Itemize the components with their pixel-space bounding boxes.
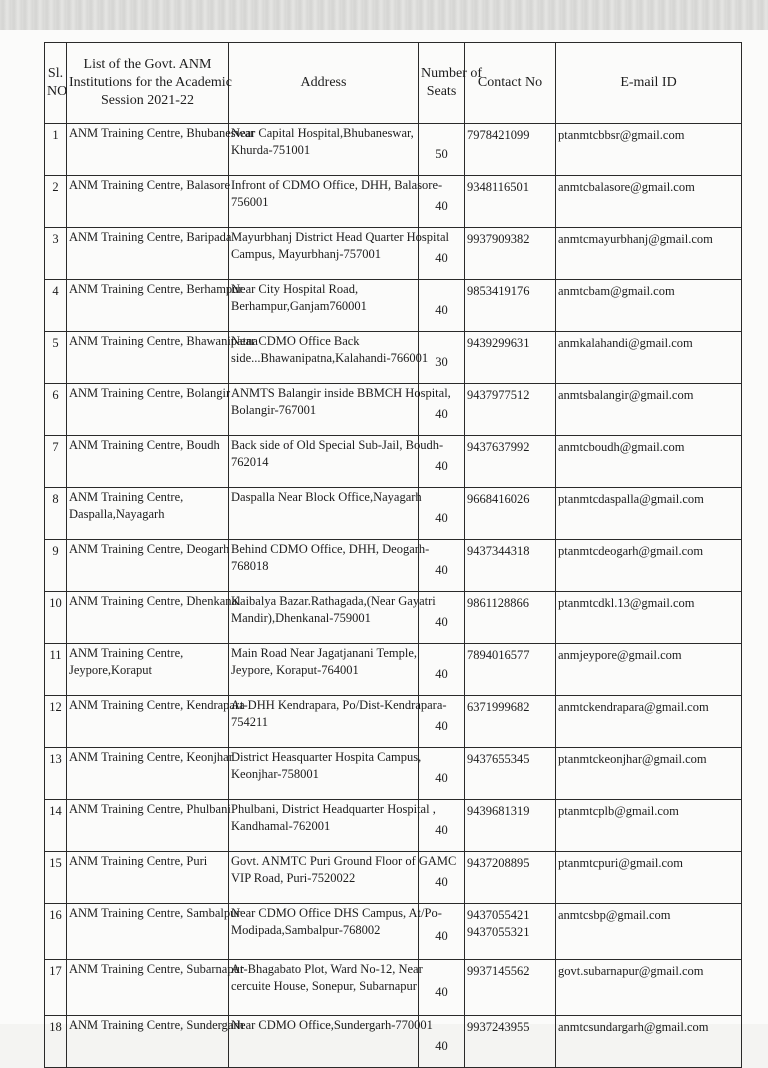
cell-contact [465,176,556,228]
cell-seats: 40 [419,800,465,852]
cell-institution [67,488,229,540]
cell-institution [67,852,229,904]
address-line: 762014 [231,455,269,469]
table-row [45,124,742,176]
cell-email: ptanmtcdkl.13@gmail.com [556,592,742,644]
address-line: At-DHH Kendrapara, Po/Dist-Kendrapara- [231,698,447,712]
cell-sl: 2 [45,176,67,228]
cell-email: anmtcboudh@gmail.com [556,436,742,488]
cell-address [229,800,436,852]
cell-email: ptanmtcpuri@gmail.com [556,852,742,904]
table-body [45,124,742,1068]
cell-institution [67,228,232,280]
cell-sl: 10 [45,592,67,644]
table-row [45,748,742,800]
cell-address [229,332,429,384]
header-contact: Contact No [465,43,556,124]
cell-seats: 40 [419,228,465,280]
name-line: ANM Training Centre, Keonjhar [69,750,233,764]
address-line: Near CDMO Office,Sundergarh-770001 [231,1018,433,1032]
cell-email: govt.subarnapur@gmail.com [556,960,742,1016]
table-row [45,904,742,960]
table-row [45,384,742,436]
cell-seats: 40 [419,960,465,1016]
address-line: 756001 [231,195,269,209]
cell-address [229,1016,433,1068]
cell-contact [465,852,556,904]
header-institution: List of the Govt. ANM Institutions for the Academic Session 2021-22 [67,43,229,124]
cell-seats: 40 [419,852,465,904]
cell-institution [67,540,229,592]
name-line: ANM Training Centre, [69,646,184,660]
cell-institution [67,644,229,696]
name-line: ANM Training Centre, Sundergarh [69,1018,244,1032]
cell-contact [465,384,556,436]
cell-contact [465,488,556,540]
contact-line: 9437637992 [467,440,530,454]
address-line: ANMTS Balangir inside BBMCH Hospital, [231,386,451,400]
cell-institution [67,1016,244,1068]
cell-email: ptanmtcplb@gmail.com [556,800,742,852]
contact-line: 9853419176 [467,284,530,298]
cell-seats: 40 [419,384,465,436]
cell-sl: 4 [45,280,67,332]
cell-contact [465,228,556,280]
address-line: Keonjhar-758001 [231,767,319,781]
address-line: Mayurbhanj District Head Quarter Hospital [231,230,449,244]
cell-contact [465,696,556,748]
cell-sl: 18 [45,1016,67,1068]
address-line: Berhampur,Ganjam760001 [231,299,367,313]
cell-contact [465,644,556,696]
name-line: ANM Training Centre, [69,490,184,504]
scan-border [0,0,768,30]
table-row [45,644,742,696]
cell-contact [465,800,556,852]
address-line: Campus, Mayurbhanj-757001 [231,247,381,261]
address-line: Govt. ANMTC Puri Ground Floor of GAMC [231,854,457,868]
table-row [45,1016,742,1068]
cell-institution [67,280,243,332]
address-line: Phulbani, District Headquarter Hospital , [231,802,436,816]
cell-institution [67,904,241,960]
cell-address [229,592,436,644]
header-seats: Number of Seats [419,43,465,124]
cell-sl: 7 [45,436,67,488]
contact-line: 9437655345 [467,752,530,766]
cell-email: ptanmtcdeogarh@gmail.com [556,540,742,592]
address-line: Bolangir-767001 [231,403,317,417]
cell-sl: 5 [45,332,67,384]
cell-institution [67,176,229,228]
table-row [45,176,742,228]
cell-institution [67,696,245,748]
name-line: ANM Training Centre, Boudh [69,438,220,452]
cell-sl: 15 [45,852,67,904]
name-line: ANM Training Centre, Berhampur [69,282,243,296]
cell-seats: 40 [419,748,465,800]
contact-line: 9437977512 [467,388,530,402]
cell-sl: 8 [45,488,67,540]
contact-line: 6371999682 [467,700,530,714]
name-line: ANM Training Centre, Bhawanipatna [69,334,258,348]
cell-email: anmtsbalangir@gmail.com [556,384,742,436]
address-line: Main Road Near Jagatjanani Temple, [231,646,417,660]
cell-contact [465,332,556,384]
address-line: Back side of Old Special Sub-Jail, Boudh- [231,438,444,452]
institutions-table [44,42,742,1068]
cell-sl: 6 [45,384,67,436]
cell-contact [465,960,556,1016]
address-line: Behind CDMO Office, DHH, Deogarh- [231,542,430,556]
cell-seats: 40 [419,1016,465,1068]
address-line: VIP Road, Puri-7520022 [231,871,356,885]
table-row [45,436,742,488]
document-page [0,30,768,1053]
table-row [45,280,742,332]
cell-email: anmjeypore@gmail.com [556,644,742,696]
table-row [45,960,742,1016]
name-line: ANM Training Centre, Subarnapur [69,962,244,976]
cell-contact [465,904,556,960]
cell-institution [67,960,244,1016]
cell-email: anmtcbam@gmail.com [556,280,742,332]
name-line: ANM Training Centre, Bhubaneswar [69,126,255,140]
cell-seats: 40 [419,904,465,960]
address-line: Modipada,Sambalpur-768002 [231,923,381,937]
cell-institution [67,384,229,436]
address-line: Kandhamal-762001 [231,819,331,833]
address-line: Near CDMO Office Back [231,334,360,348]
cell-email: ptanmtcdaspalla@gmail.com [556,488,742,540]
cell-address [229,124,419,176]
name-line: Jeypore,Koraput [69,663,152,677]
address-line: 768018 [231,559,269,573]
cell-sl: 14 [45,800,67,852]
table-row [45,800,742,852]
table-row [45,852,742,904]
cell-institution [67,592,241,644]
cell-sl: 17 [45,960,67,1016]
address-line: Daspalla Near Block Office,Nayagarh [231,490,422,504]
cell-email: anmtcsundargarh@gmail.com [556,1016,742,1068]
cell-address [229,540,430,592]
table-row [45,696,742,748]
cell-sl: 13 [45,748,67,800]
name-line: ANM Training Centre, Bolangir [69,386,231,400]
address-line: Khurda-751001 [231,143,311,157]
contact-line: 9861128866 [467,596,530,610]
address-line: Jeypore, Koraput-764001 [231,663,359,677]
cell-contact [465,540,556,592]
name-line: ANM Training Centre, Kendrapara [69,698,245,712]
cell-contact [465,592,556,644]
cell-seats: 40 [419,176,465,228]
table-row [45,228,742,280]
cell-email: anmtcmayurbhanj@gmail.com [556,228,742,280]
name-line: ANM Training Centre, Puri [69,854,208,868]
cell-email: anmkalahandi@gmail.com [556,332,742,384]
header-address: Address [229,43,419,124]
cell-seats: 40 [419,540,465,592]
cell-email: anmtcbalasore@gmail.com [556,176,742,228]
contact-line: 9439299631 [467,336,530,350]
address-line: Near City Hospital Road, [231,282,359,296]
cell-contact [465,280,556,332]
cell-sl: 16 [45,904,67,960]
table-row [45,488,742,540]
cell-seats: 40 [419,696,465,748]
cell-address [229,280,419,332]
address-line: Infront of CDMO Office, DHH, Balasore- [231,178,443,192]
cell-seats: 30 [419,332,465,384]
cell-email: anmtcsbp@gmail.com [556,904,742,960]
address-line: side...Bhawanipatna,Kalahandi-766001 [231,351,429,365]
cell-address [229,748,422,800]
name-line: ANM Training Centre, Phulbani [69,802,231,816]
cell-seats: 40 [419,644,465,696]
cell-address [229,644,419,696]
address-line: District Heasquarter Hospita Campus, [231,750,422,764]
cell-contact [465,748,556,800]
cell-contact [465,436,556,488]
header-email: E-mail ID [556,43,742,124]
contact-line: 7978421099 [467,128,530,142]
contact-line: 9437344318 [467,544,530,558]
cell-address [229,488,422,540]
address-line: Kaibalya Bazar.Rathagada,(Near Gayatri [231,594,436,608]
cell-sl: 1 [45,124,67,176]
cell-sl: 11 [45,644,67,696]
cell-email: ptanmtckeonjhar@gmail.com [556,748,742,800]
address-line: Mandir),Dhenkanal-759001 [231,611,371,625]
contact-line: 9937145562 [467,964,530,978]
contact-line: 9668416026 [467,492,530,506]
header-sl: Sl. NO [45,43,67,124]
cell-institution [67,800,229,852]
cell-sl: 9 [45,540,67,592]
cell-contact [465,124,556,176]
name-line: Daspalla,Nayagarh [69,507,165,521]
contact-line: 9437055321 [467,925,530,939]
cell-email: ptanmtcbbsr@gmail.com [556,124,742,176]
table-row [45,540,742,592]
cell-institution [67,332,258,384]
contact-line: 7894016577 [467,648,530,662]
cell-sl: 3 [45,228,67,280]
cell-address [229,960,423,1016]
cell-seats: 40 [419,436,465,488]
header-row [45,43,742,124]
contact-line: 9437055421 [467,908,530,922]
name-line: ANM Training Centre, Dhenkanal [69,594,241,608]
contact-line: 9937243955 [467,1020,530,1034]
address-line: At-Bhagabato Plot, Ward No-12, Near [231,962,423,976]
contact-line: 9437208895 [467,856,530,870]
address-line: Near CDMO Office DHS Campus, At/Po- [231,906,442,920]
cell-institution [67,436,229,488]
table-row [45,592,742,644]
name-line: ANM Training Centre, Sambalpur [69,906,241,920]
address-line: Near Capital Hospital,Bhubaneswar, [231,126,414,140]
name-line: ANM Training Centre, Baripada [69,230,232,244]
cell-seats: 40 [419,280,465,332]
table-row [45,332,742,384]
contact-line: 9348116501 [467,180,530,194]
cell-institution [67,748,233,800]
cell-seats: 50 [419,124,465,176]
cell-sl: 12 [45,696,67,748]
cell-seats: 40 [419,592,465,644]
address-line: cercuite House, Sonepur, Subarnapur [231,979,417,993]
cell-institution [67,124,255,176]
address-line: 754211 [231,715,269,729]
cell-contact [465,1016,556,1068]
name-line: ANM Training Centre, Deogarh [69,542,230,556]
cell-email: anmtckendrapara@gmail.com [556,696,742,748]
contact-line: 9439681319 [467,804,530,818]
contact-line: 9937909382 [467,232,530,246]
name-line: ANM Training Centre, Balasore [69,178,231,192]
cell-seats: 40 [419,488,465,540]
